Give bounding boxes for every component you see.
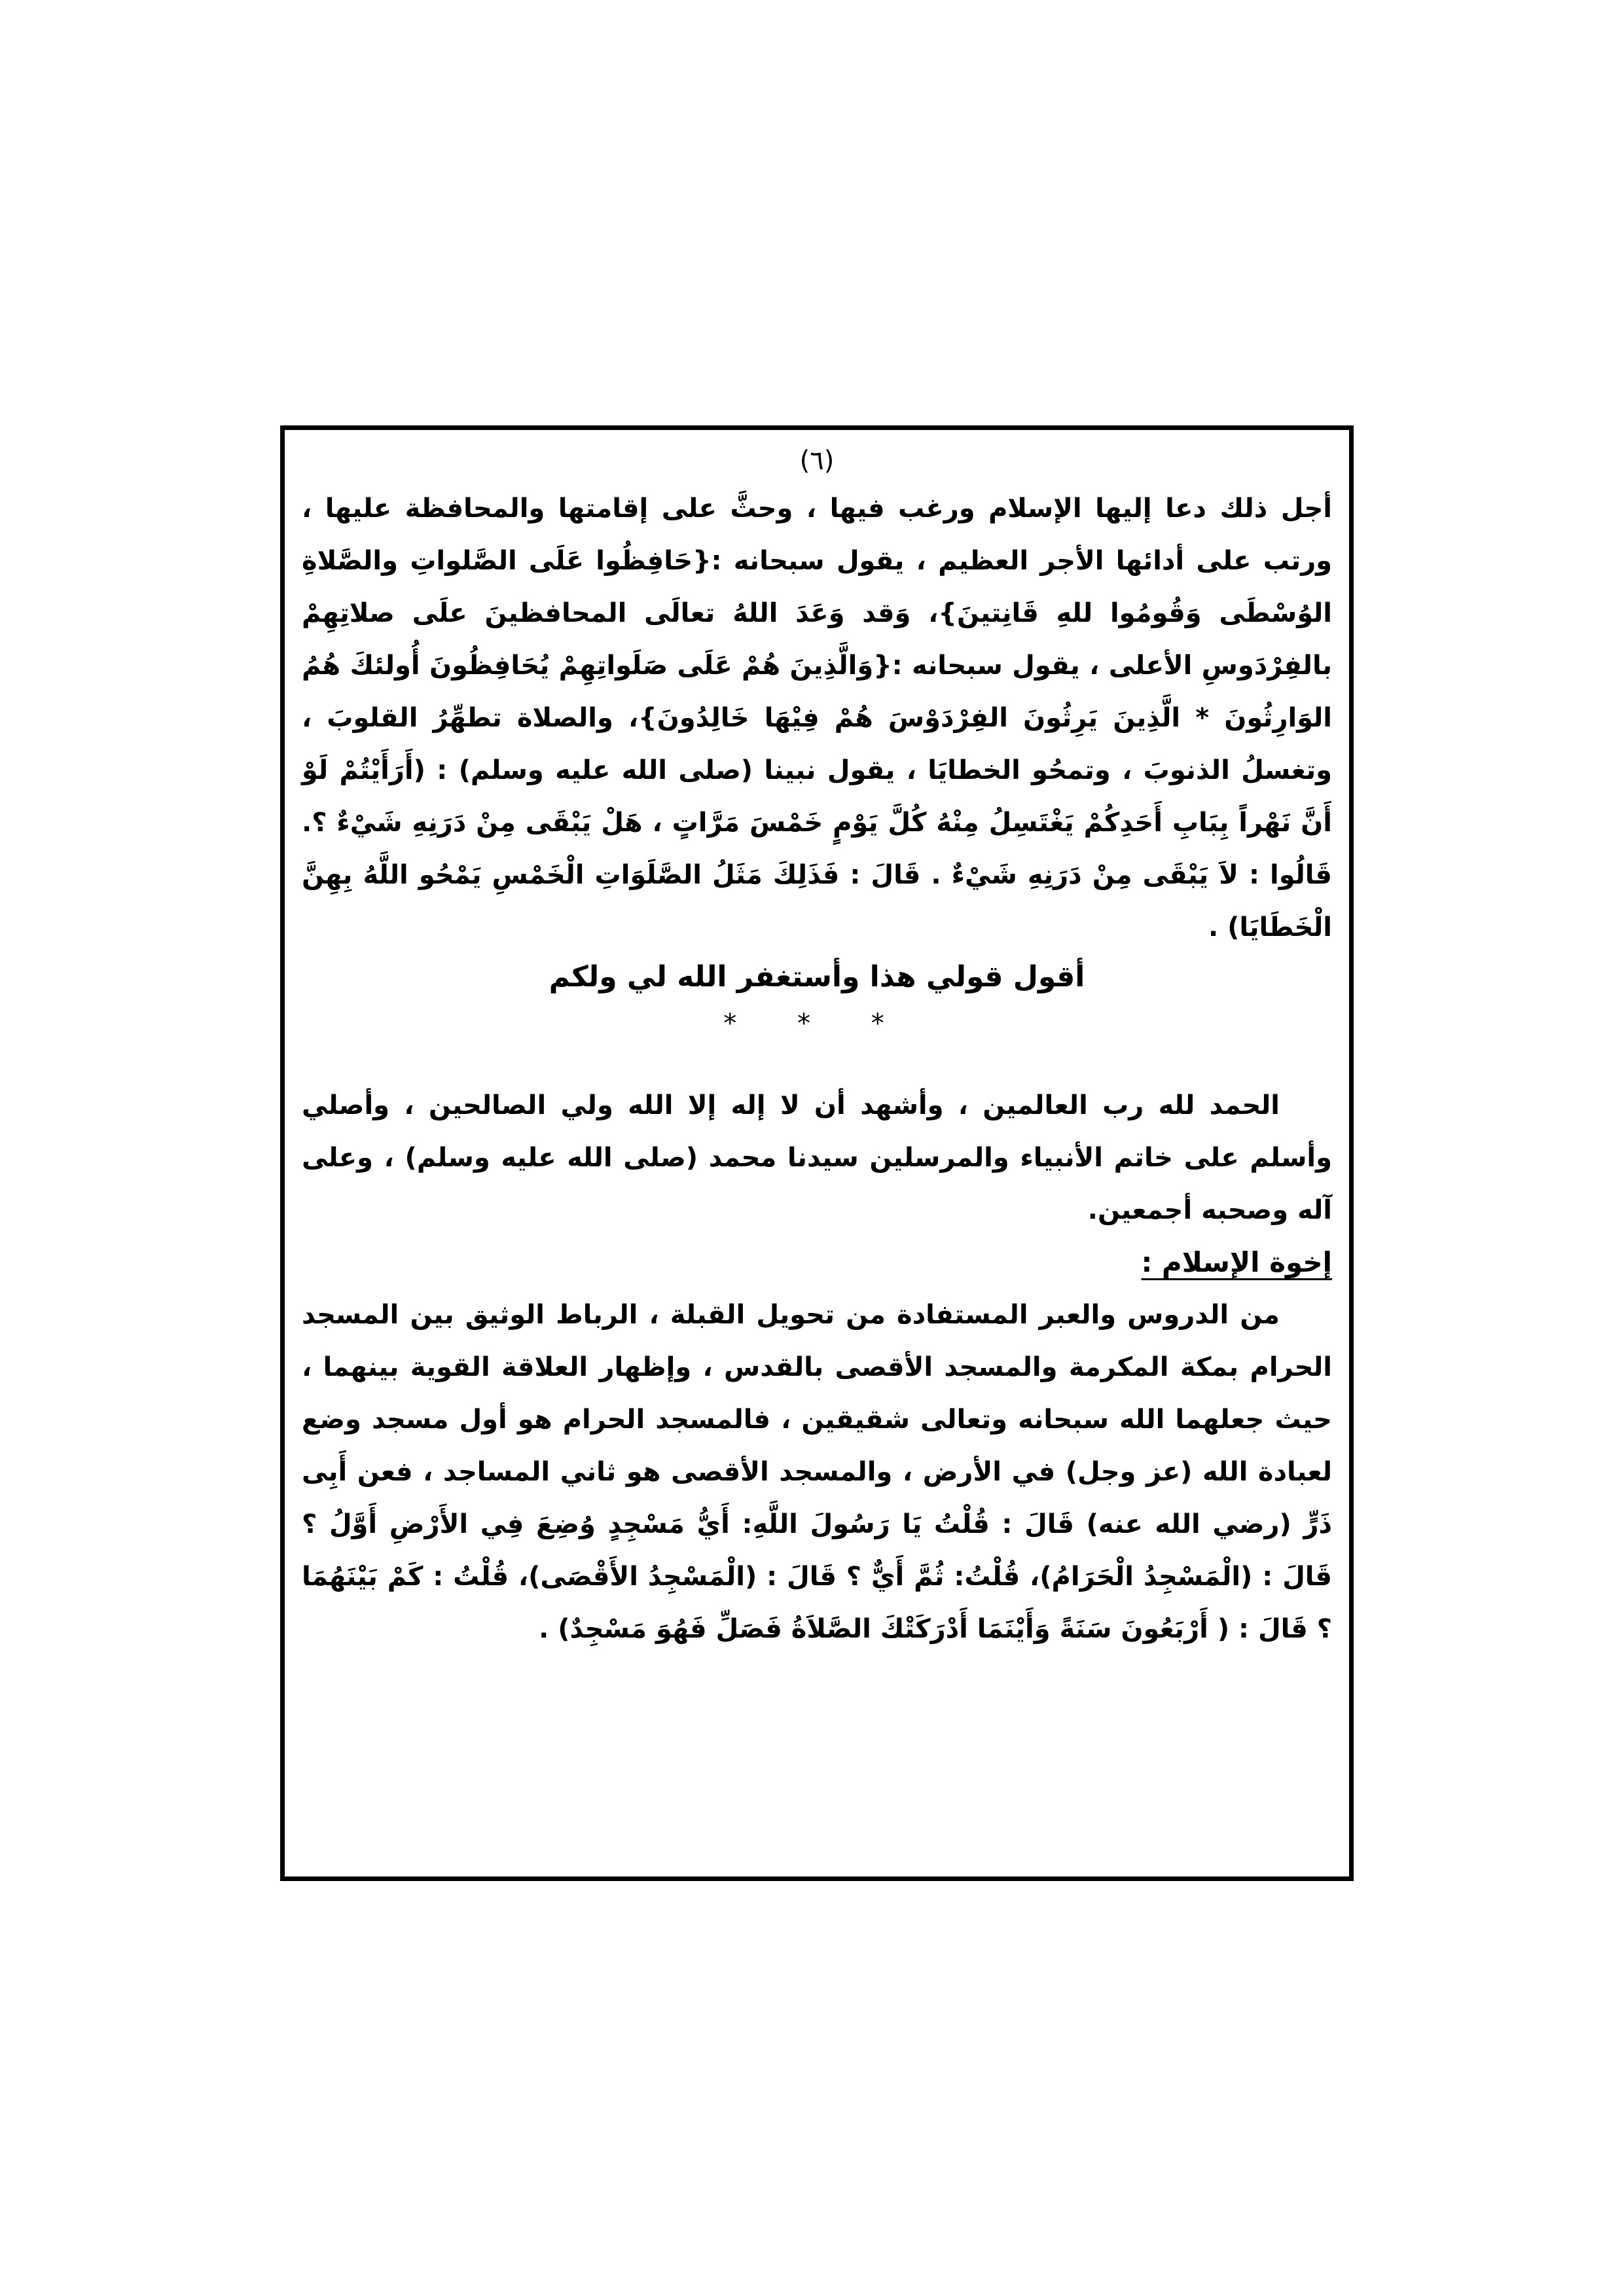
page-number: (٦) [799,446,835,476]
emphasis-text: الرباط الوثيق بين المسجد الحرام بمكة المكرمة والمسجد الأقصى بالقدس [302,1300,1333,1382]
paragraph-lead-text: من الدروس والعبر المستفادة من تحويل القبلة ، [638,1300,1280,1330]
paragraph-rest-text: ، وإظهار العلاقة القوية بينهما ، حيث جعلهما الله سبحانه وتعالى شقيقين ، فالمسجد الحرام هو أول مسجد وضع لعبادة الله (عز وجل) في الأرض ، والمسجد الأقصى هو ثاني المساجد ، فعن أَبِى ذَرٍّ (رضي الله عنه) قَالَ : قُلْتُ يَا رَسُولَ اللَّهِ: أَيُّ مَسْجِدٍ وُضِعَ فِي الأَرْضِ أَوَّلُ ؟ قَالَ : (الْمَسْجِدُ الْحَرَامُ)، قُلْتُ: ثُمَّ أَيٌّ ؟ قَالَ : (الْمَسْجِدُ الأَقْصَى)، قُلْتُ : كَمْ بَيْنَهُمَا ؟ قَالَ : ( أَرْبَعُونَ سَنَةً وَأَيْنَمَا أَدْرَكَتْكَ الصَّلاَةُ فَصَلِّ فَهُوَ مَسْجِدٌ) . [302,1352,1332,1644]
page-content [302,482,1332,1655]
closing-line: أقول قولي هذا وأستغفر الله لي ولكم [549,960,1085,994]
paragraph-qibla-lessons [302,1289,1332,1655]
separator-stars: * * * [723,1009,911,1039]
section-heading: إخوة الإسلام : [1141,1246,1332,1278]
page-frame [280,425,1354,1881]
paragraph-prayer-virtue: أجل ذلك دعا إليها الإسلام ورغب فيها ، وحثَّ على إقامتها والمحافظة عليها ، ورتب على أدائها الأجر العظيم ، يقول سبحانه :{حَافِظُوا عَلَى الصَّلواتِ والصَّلاةِ الوُسْطَى وَقُومُوا للهِ قَانِتينَ}، وَقد وَعَدَ اللهُ تعالَى المحافظينَ علَى صلاتِهِمْ بالفِرْدَوسِ الأعلى ، يقول سبحانه :{وَالَّذِينَ هُمْ عَلَى صَلَواتِهِمْ يُحَافِظُونَ أُولئكَ هُمُ الوَارِثُونَ * الَّذِينَ يَرِثُونَ الفِرْدَوْسَ هُمْ فِيْهَا خَالِدُونَ}، والصلاة تطهِّرُ القلوبَ ، وتغسلُ الذنوبَ ، وتمحُو الخطايَا ، يقول نبينا (صلى الله عليه وسلم) : (أَرَأَيْتُمْ لَوْ أَنَّ نَهْراً بِبَابِ أَحَدِكُمْ يَغْتَسِلُ مِنْهُ كُلَّ يَوْمٍ خَمْسَ مَرَّاتٍ ، هَلْ يَبْقَى مِنْ دَرَنِهِ شَيْءٌ ؟. قَالُوا : لاَ يَبْقَى مِنْ دَرَنِهِ شَيْءٌ . قَالَ : فَذَلِكَ مَثَلُ الصَّلَوَاتِ الْخَمْسِ يَمْحُو اللَّهُ بِهِنَّ الْخَطَايَا) . [302,493,1332,942]
spacer [302,1047,1332,1079]
paragraph-praise: الحمد لله رب العالمين ، وأشهد أن لا إله إلا الله ولي الصالحين ، وأصلي وأسلم على خاتم الأنبياء والمرسلين سيدنا محمد (صلى الله عليه وسلم) ، وعلى آله وصحبه أجمعين. [302,1090,1332,1225]
